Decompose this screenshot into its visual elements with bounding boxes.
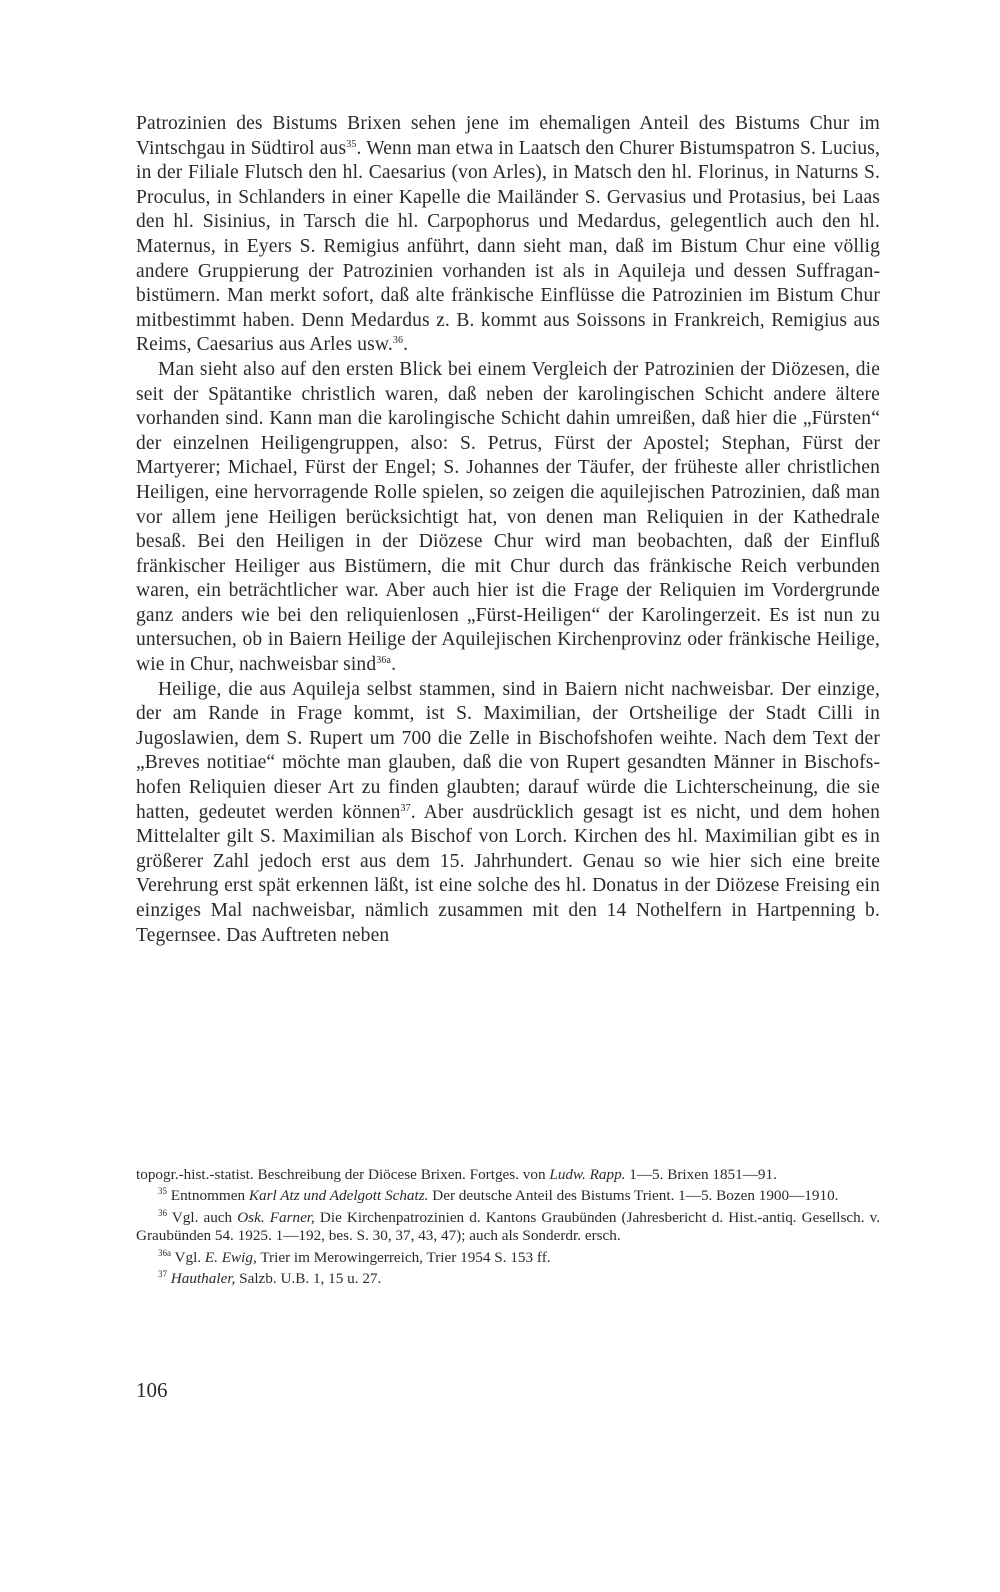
footnote-36 bbox=[136, 1209, 880, 1246]
footnote-ref-36[interactable]: 36 bbox=[392, 335, 404, 347]
footnote-35-author: Karl Atz und Adelgott Schatz. bbox=[248, 1187, 429, 1205]
footnote-37-author: Hauthaler, bbox=[170, 1270, 236, 1288]
footnote-continued-text-b: 1—5. Brixen 1851—91. bbox=[625, 1166, 777, 1183]
footnote-35-text-a: Entnommen bbox=[167, 1187, 249, 1205]
footnote-36a-text-b: Trier im Merowingerreich, Trier 1954 S. 153 ff. bbox=[256, 1248, 551, 1266]
paragraph-2 bbox=[136, 358, 880, 678]
main-text bbox=[136, 112, 880, 948]
footnote-continued-author: Ludw. Rapp. bbox=[549, 1166, 626, 1183]
footnote-ref-37[interactable]: 37 bbox=[400, 802, 411, 814]
paragraph-1-text-c: . bbox=[403, 334, 409, 356]
footnote-36-text-a: Vgl. auch bbox=[167, 1208, 238, 1226]
page-number: 106 bbox=[136, 1378, 168, 1402]
paragraph-3-text-a: Heilige, die aus Aquileja selbst stammen, sind in Baiern nicht nachweisbar. Der einzige, der am Rande in Frage kommt, ist S. Maximilian, der Ortsheilige der Stadt Cilli in Jugoslawien, dem S. Rupert um 700 die Zelle in Bischofshofen weihte. Nach dem Text der „Breves notitiae“ möchte man glauben, daß die von Rupert gesandten Männer in Bischofshofen Reliquien dieser Art zu finden glaubten; darauf würde die Lichterscheinung, die sie hatten, gedeutet werden können bbox=[136, 678, 880, 823]
footnote-continued bbox=[136, 1166, 880, 1184]
footnote-36a-number: 36a bbox=[158, 1247, 171, 1258]
paragraph-2-text-b: . bbox=[391, 654, 397, 676]
paragraph-3 bbox=[136, 678, 880, 949]
footnote-35-text-b: Der deutsche Anteil des Bistums Trient. 1—5. Bozen 1900—1910. bbox=[428, 1187, 839, 1205]
footnote-36a-author: E. Ewig, bbox=[204, 1248, 257, 1266]
footnote-ref-36a[interactable]: 36a bbox=[376, 655, 392, 667]
footnote-37 bbox=[136, 1270, 880, 1288]
paragraph-1 bbox=[136, 112, 880, 358]
footnote-35-number: 35 bbox=[158, 1186, 167, 1197]
paragraph-1-text-b: . Wenn man etwa in Laatsch den Churer Bistumspatron S. Lucius, in der Filiale Flutsch den hl. Caesarius (von Arles), in Matsch den hl. Florinus, in Naturns S. Proculus, in Schlanders in einer Kapelle die Mailänder S. Gervasius und Protasius, bei Laas den hl. Sisinius, in Tarsch die hl. Carpophorus und Medardus, gelegentlich auch den hl. Maternus, in Eyers S. Remigius anführt, dann sieht man, daß im Bistum Chur eine völlig andere Gruppierung der Patrozinien vorhanden ist als in Aquileja und dessen Suffraganbistümern. Man merkt sofort, daß alte fränkische Einflüsse die Patrozinien im Bistum Chur mitbestimmt haben. Denn Medardus z. B. kommt aus Soissons in Frankreich, Remigius aus Reims, Caesarius aus Arles usw. bbox=[136, 137, 880, 356]
footnote-continued-text-a: topogr.-hist.-statist. Beschreibung der Diöcese Brixen. Fortges. von bbox=[136, 1166, 550, 1183]
footnote-36a-text-a: Vgl. bbox=[171, 1248, 205, 1266]
footnote-36a bbox=[136, 1249, 880, 1267]
footnote-36-author: Osk. Farner, bbox=[237, 1208, 315, 1226]
paragraph-2-text-a: Man sieht also auf den ersten Blick bei einem Vergleich der Patrozinien der Diözesen, die seit der Spätantike christlich waren, daß neben der karolingischen Schicht andere ältere vorhanden sind. Kann man die karolingische Schicht dahin umreißen, daß hier die „Fürsten“ der einzelnen Heiligengruppen, also: S. Petrus, Fürst der Apostel; Stephan, Fürst der Martyerer; Michael, Fürst der Engel; S. Johannes der Täufer, der früheste aller christlichen Heiligen, eine hervorragende Rolle spielen, so zeigen die aquilejischen Patrozinien, daß man vor allem jene Heiligen berücksichtigt hat, von denen man Reliquien in der Kathedrale besaß. Bei den Heiligen in der Diözese Chur wird man beobachten, daß der Einfluß fränkischer Heiliger aus Bistümern, die mit Chur durch das fränkische Reich verbunden waren, ein beträchtlicher war. Aber auch hier ist die Frage der Reliquien im Vordergrunde ganz anders wie bei den reliquienlosen „Fürst-Heiligen“ der Karolingerzeit. Es ist nun zu untersuchen, ob in Baiern Heilige der Aquilejischen Kirchenprovinz oder fränkische Heilige, wie in Chur, nachweisbar sind bbox=[136, 358, 880, 676]
paragraph-1-text-a: Patrozinien des Bistums Brixen sehen jene im ehemaligen Anteil des Bistums Chur im Vintschgau in Südtirol aus bbox=[136, 113, 880, 159]
footnote-35 bbox=[136, 1187, 880, 1205]
footnote-36-text-b: Die Kirchenpatrozinien d. Kantons Graubünden (Jahresbericht d. Hist.-antiq. Gesellsch. v. Graubünden 54. 1925. 1—192, bes. S. 30, 37, 43, 47); auch als Sonderdr. ersch. bbox=[136, 1208, 880, 1245]
footnote-37-number: 37 bbox=[158, 1269, 167, 1280]
footnote-36-number: 36 bbox=[158, 1207, 167, 1218]
footnote-37-text-b: Salzb. U.B. 1, 15 u. 27. bbox=[235, 1270, 382, 1288]
footnotes bbox=[136, 1166, 880, 1291]
paragraph-3-text-b: . Aber ausdrücklich gesagt ist es nicht, und dem hohen Mittelalter gilt S. Maximilian als Bischof von Lorch. Kirchen des hl. Maximilian gibt es in größerer Zahl jedoch erst aus dem 15. Jahrhundert. Genau so wie hier sich eine breite Verehrung erst spät erkennen läßt, ist eine solche des hl. Donatus in der Diözese Freising ein einziges Mal nachweisbar, nämlich zusammen mit den 14 Nothelfern in Hartpenning b. Tegernsee. Das Auftreten neben bbox=[136, 801, 880, 946]
footnote-ref-35[interactable]: 35 bbox=[346, 138, 357, 150]
